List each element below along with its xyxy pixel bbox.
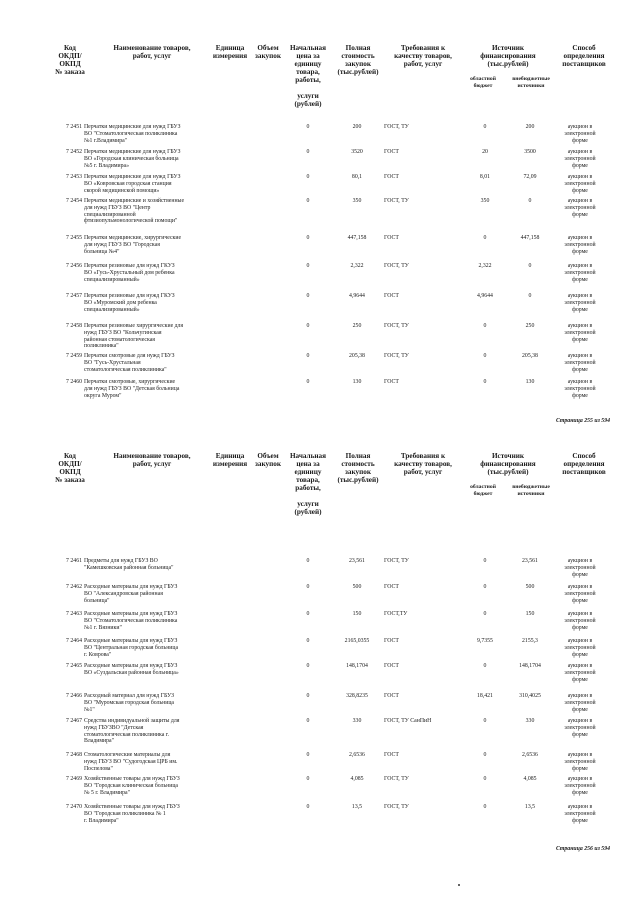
row-code: 7 2469 <box>66 776 82 782</box>
row-unit-price: 0 <box>306 379 310 385</box>
row-requirements: ГОСТ <box>384 149 399 155</box>
row-regional-budget: 9,7355 <box>477 638 493 644</box>
row-nonbudget: 2,6536 <box>522 752 538 758</box>
header-volume: Объем закупок <box>255 452 281 468</box>
row-regional-budget: 0 <box>483 804 487 810</box>
header-code: Код ОКДП/ ОКПД № заказа <box>55 452 85 484</box>
row-method: аукцион в электронной форме <box>564 611 596 631</box>
row-regional-budget: 0 <box>483 379 487 385</box>
row-total-cost: 23,561 <box>349 558 365 564</box>
header-unit: Единица измерения <box>212 452 248 468</box>
row-requirements: ГОСТ, ТУ <box>384 198 409 204</box>
row-unit-price: 0 <box>306 693 310 699</box>
row-method: аукцион в электронной форме <box>564 752 596 772</box>
row-name: Расходный материал для нужд ГБУЗ ВО "Муромская городская больница №1" <box>84 693 175 713</box>
row-method: аукцион в электронной форме <box>564 353 596 373</box>
row-method: аукцион в электронной форме <box>564 693 596 713</box>
header-method: Способ определения поставщиков <box>562 44 606 68</box>
row-name: Перчатки резиновые хирургические для нужд ГБУЗ ВО "Кольчугинская районная стоматологическая поликлиника" <box>84 323 184 350</box>
header-total: Полная стоимость закупок (тыс.рублей) <box>337 452 379 484</box>
row-code: 7 2458 <box>66 323 82 329</box>
row-nonbudget: 0 <box>528 293 532 299</box>
row-code: 7 2455 <box>66 235 82 241</box>
row-regional-budget: 0 <box>483 718 487 724</box>
row-regional-budget: 2,322 <box>478 263 492 269</box>
row-nonbudget: 150 <box>525 611 535 617</box>
row-requirements: ГОСТ <box>384 379 399 385</box>
row-regional-budget: 0 <box>483 663 487 669</box>
row-unit-price: 0 <box>306 663 310 669</box>
row-nonbudget: 0 <box>528 198 532 204</box>
row-requirements: ГОСТ <box>384 293 399 299</box>
row-unit-price: 0 <box>306 124 310 130</box>
row-total-cost: 2,6536 <box>349 752 365 758</box>
row-total-cost: 250 <box>352 323 362 329</box>
row-nonbudget: 23,561 <box>522 558 538 564</box>
row-name: Стоматологические материалы для нужд ГБУЗ ВО "Судогодская ЦРБ им. Поспелова" <box>84 752 178 772</box>
row-unit-price: 0 <box>306 611 310 617</box>
row-requirements: ГОСТ, ТУ <box>384 776 409 782</box>
row-total-cost: 130 <box>352 379 362 385</box>
header-method: Способ определения поставщиков <box>562 452 606 476</box>
row-total-cost: 330 <box>352 718 362 724</box>
row-requirements: ГОСТ, ТУ <box>384 263 409 269</box>
row-unit-price: 0 <box>306 558 310 564</box>
row-name: Расходные материалы для нужд ГБУЗ ВО "Центральная городская больница г. Коврова" <box>84 638 179 658</box>
row-total-cost: 80,1 <box>351 174 363 180</box>
row-nonbudget: 330 <box>525 718 535 724</box>
row-total-cost: 3520 <box>351 149 363 155</box>
row-unit-price: 0 <box>306 149 310 155</box>
row-name: Перчатки медицинские для нужд ГБУЗ ВО «Городская клиническая больница №5 г. Владимира» <box>84 149 181 169</box>
row-requirements: ГОСТ <box>384 693 399 699</box>
row-nonbudget: 13,5 <box>524 804 536 810</box>
row-nonbudget: 3500 <box>524 149 536 155</box>
row-total-cost: 350 <box>352 198 362 204</box>
row-code: 7 2463 <box>66 611 82 617</box>
row-method: аукцион в электронной форме <box>564 638 596 658</box>
row-unit-price: 0 <box>306 263 310 269</box>
row-name: Предметы для нужд ГБУЗ ВО "Камешковская районная больница" <box>84 558 174 571</box>
row-unit-price: 0 <box>306 235 310 241</box>
page-footer: Страница 255 из 594 <box>555 418 610 424</box>
row-unit-price: 0 <box>306 353 310 359</box>
row-nonbudget: 447,158 <box>520 235 540 241</box>
row-nonbudget: 310,4025 <box>519 693 541 699</box>
row-total-cost: 13,5 <box>351 804 363 810</box>
row-name: Перчатки смотровые для нужд ГБУЗ ВО "Гусь-Хрустальная стоматологическая поликлиника" <box>84 353 175 373</box>
header-source-nonbudget: внебюджетные источники <box>512 484 550 497</box>
row-code: 7 2451 <box>66 124 82 130</box>
row-regional-budget: 0 <box>483 558 487 564</box>
row-name: Расходные материалы для нужд ГБУЗ ВО "Александровская районная больница" <box>84 584 178 604</box>
row-unit-price: 0 <box>306 323 310 329</box>
header-source-regional: областной бюджет <box>470 76 496 89</box>
scan-speck <box>458 884 460 886</box>
header-name: Наименование товаров, работ, услуг <box>113 452 191 468</box>
row-unit-price: 0 <box>306 584 310 590</box>
row-nonbudget: 250 <box>525 323 535 329</box>
row-unit-price: 0 <box>306 198 310 204</box>
header-volume: Объем закупок <box>255 44 281 60</box>
row-total-cost: 500 <box>352 584 362 590</box>
row-nonbudget: 2155,3 <box>522 638 538 644</box>
row-nonbudget: 200 <box>525 124 535 130</box>
row-nonbudget: 205,38 <box>522 353 538 359</box>
row-method: аукцион в электронной форме <box>564 584 596 604</box>
row-method: аукцион в электронной форме <box>564 235 596 255</box>
row-code: 7 2452 <box>66 149 82 155</box>
row-name: Хозяйственные товары для нужд ГБУЗ ВО "Городская клиническая больница № 5 г. Владимира" <box>84 776 180 796</box>
row-method: аукцион в электронной форме <box>564 293 596 313</box>
page-footer: Страница 256 из 594 <box>555 846 610 852</box>
row-regional-budget: 0 <box>483 235 487 241</box>
row-code: 7 2466 <box>66 693 82 699</box>
row-code: 7 2454 <box>66 198 82 204</box>
header-price: Начальная цена за единицу товара, работы, услуги (рублей) <box>289 44 327 108</box>
row-method: аукцион в электронной форме <box>564 379 596 399</box>
row-name: Перчатки медицинские и хозяйственные для нужд ГБУЗ ВО "Центр специализированной фтизиопульмонологической помощи" <box>84 198 185 225</box>
row-requirements: ГОСТ <box>384 174 399 180</box>
row-nonbudget: 500 <box>525 584 535 590</box>
row-regional-budget: 0 <box>483 353 487 359</box>
row-nonbudget: 148,1704 <box>519 663 541 669</box>
row-method: аукцион в электронной форме <box>564 149 596 169</box>
row-code: 7 2456 <box>66 263 82 269</box>
row-method: аукцион в электронной форме <box>564 323 596 343</box>
header-source-nonbudget: внебюджетные источники <box>512 76 550 89</box>
row-requirements: ГОСТ <box>384 235 399 241</box>
row-nonbudget: 72,09 <box>523 174 537 180</box>
row-unit-price: 0 <box>306 718 310 724</box>
row-code: 7 2461 <box>66 558 82 564</box>
row-total-cost: 2165,0355 <box>344 638 370 644</box>
row-total-cost: 328,8235 <box>346 693 368 699</box>
row-unit-price: 0 <box>306 638 310 644</box>
row-regional-budget: 18,421 <box>477 693 493 699</box>
row-code: 7 2464 <box>66 638 82 644</box>
row-code: 7 2468 <box>66 752 82 758</box>
row-code: 7 2457 <box>66 293 82 299</box>
row-code: 7 2465 <box>66 663 82 669</box>
header-unit: Единица измерения <box>212 44 248 60</box>
row-total-cost: 205,38 <box>349 353 365 359</box>
row-unit-price: 0 <box>306 752 310 758</box>
row-code: 7 2462 <box>66 584 82 590</box>
row-code: 7 2460 <box>66 379 82 385</box>
row-name: Перчатки резиновые для нужд ГКУЗ ВО «Муромский дом ребенка специализированный» <box>84 293 175 313</box>
row-regional-budget: 350 <box>480 198 490 204</box>
header-price: Начальная цена за единицу товара, работы, услуги (рублей) <box>289 452 327 516</box>
row-requirements: ГОСТ, ТУ <box>384 804 409 810</box>
row-regional-budget: 4,9644 <box>477 293 493 299</box>
header-source: Источник финансирования (тыс.рублей) <box>480 44 536 68</box>
row-regional-budget: 0 <box>483 752 487 758</box>
row-requirements: ГОСТ, ТУ <box>384 558 409 564</box>
row-regional-budget: 0 <box>483 584 487 590</box>
row-method: аукцион в электронной форме <box>564 124 596 144</box>
row-code: 7 2459 <box>66 353 82 359</box>
row-method: аукцион в электронной форме <box>564 263 596 283</box>
row-regional-budget: 0 <box>483 124 487 130</box>
row-name: Хозяйственные товары для нужд ГБУЗ ВО "Городская поликлиника № 1 г. Владимира" <box>84 804 180 824</box>
row-name: Перчатки медицинские, хирургические для нужд ГБУЗ ВО "Городская больница №4" <box>84 235 182 255</box>
row-regional-budget: 0 <box>483 611 487 617</box>
row-method: аукцион в электронной форме <box>564 558 596 578</box>
row-unit-price: 0 <box>306 293 310 299</box>
row-nonbudget: 0 <box>528 263 532 269</box>
row-name: Расходные материалы для нужд ГБУЗ ВО «Суздальская районная больница» <box>84 663 179 676</box>
row-requirements: ГОСТ <box>384 752 399 758</box>
row-unit-price: 0 <box>306 174 310 180</box>
row-method: аукцион в электронной форме <box>564 804 596 824</box>
row-method: аукцион в электронной форме <box>564 174 596 194</box>
row-code: 7 2453 <box>66 174 82 180</box>
row-requirements: ГОСТ, ТУ <box>384 353 409 359</box>
row-requirements: ГОСТ, ТУ СанПиН <box>384 718 432 724</box>
header-requirements: Требования к качеству товаров, работ, услуг <box>394 452 452 476</box>
row-method: аукцион в электронной форме <box>564 776 596 796</box>
row-requirements: ГОСТ, ТУ <box>384 124 409 130</box>
row-requirements: ГОСТ,ТУ <box>384 611 408 617</box>
row-name: Перчатки медицинские для нужд ГБУЗ ВО «Ковровская городская станция скорой медицинской помощи» <box>84 174 181 194</box>
row-regional-budget: 0 <box>483 776 487 782</box>
row-method: аукцион в электронной форме <box>564 718 596 738</box>
row-name: Перчатки смотровые, хирургические для нужд ГБУЗ ВО "Детская больница округа Муром" <box>84 379 180 399</box>
row-name: Средства индивидуальной защиты для нужд ГБУЗВО "Детская стоматологическая поликлиника г. Владимира" <box>84 718 180 745</box>
row-method: аукцион в электронной форме <box>564 198 596 218</box>
row-name: Перчатки резиновые для нужд ГКУЗ ВО «Гусь-Хрустальный дом ребенка специализированный» <box>84 263 175 283</box>
row-method: аукцион в электронной форме <box>564 663 596 683</box>
header-requirements: Требования к качеству товаров, работ, услуг <box>394 44 452 68</box>
row-total-cost: 148,1704 <box>346 663 368 669</box>
row-nonbudget: 130 <box>525 379 535 385</box>
row-total-cost: 4,085 <box>350 776 364 782</box>
row-total-cost: 150 <box>352 611 362 617</box>
header-name: Наименование товаров, работ, услуг <box>113 44 191 60</box>
row-total-cost: 2,322 <box>350 263 364 269</box>
header-code: Код ОКДП/ ОКПД № заказа <box>55 44 85 76</box>
header-source: Источник финансирования (тыс.рублей) <box>480 452 536 476</box>
row-code: 7 2470 <box>66 804 82 810</box>
row-regional-budget: 8,01 <box>479 174 491 180</box>
row-total-cost: 4,9644 <box>349 293 365 299</box>
row-unit-price: 0 <box>306 804 310 810</box>
row-requirements: ГОСТ, ТУ <box>384 323 409 329</box>
row-requirements: ГОСТ <box>384 663 399 669</box>
header-total: Полная стоимость закупок (тыс.рублей) <box>337 44 379 76</box>
row-requirements: ГОСТ <box>384 638 399 644</box>
row-total-cost: 447,158 <box>347 235 367 241</box>
header-source-regional: областной бюджет <box>470 484 496 497</box>
row-unit-price: 0 <box>306 776 310 782</box>
row-regional-budget: 0 <box>483 323 487 329</box>
row-requirements: ГОСТ <box>384 584 399 590</box>
row-name: Перчатки медицинские для нужд ГБУЗ ВО "Стоматологическая поликлиника №1 г.Владимира" <box>84 124 181 144</box>
row-total-cost: 200 <box>352 124 362 130</box>
row-name: Расходные материалы для нужд ГБУЗ ВО "Стоматологическая поликлиника №1 г. Вязники" <box>84 611 178 631</box>
row-code: 7 2467 <box>66 718 82 724</box>
row-regional-budget: 20 <box>482 149 488 155</box>
row-nonbudget: 4,085 <box>523 776 537 782</box>
